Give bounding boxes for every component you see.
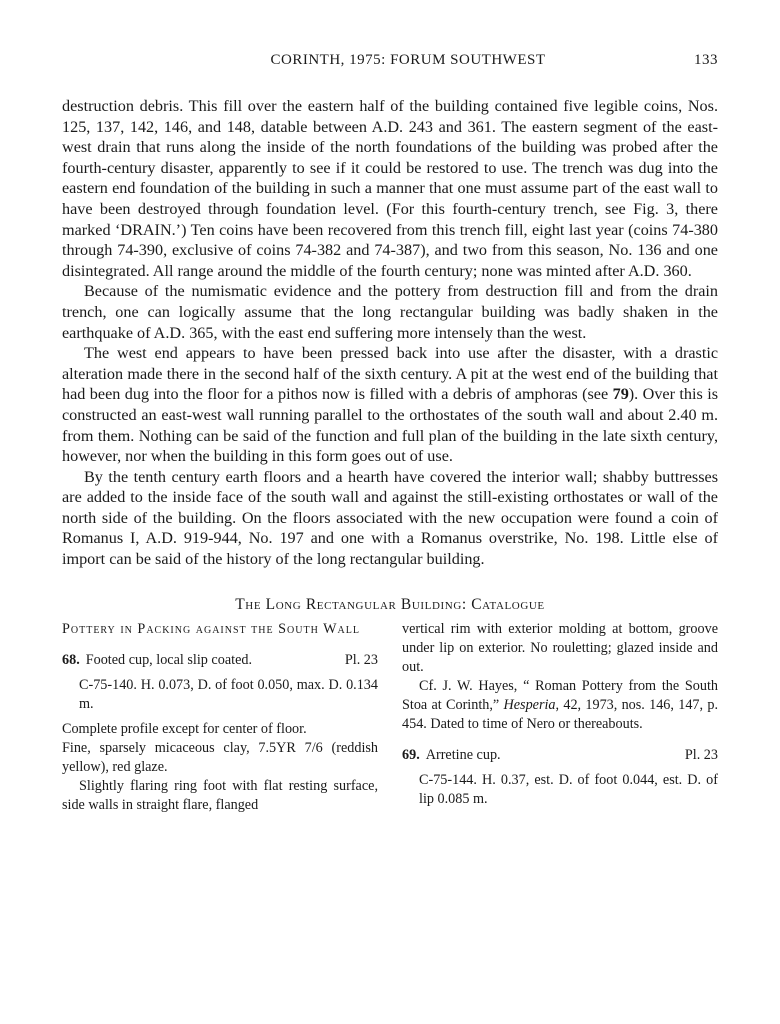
entry-68-head <box>62 651 378 670</box>
catalogue-right-column <box>402 620 718 815</box>
entry-68-profile: Complete profile except for center of floor. <box>62 720 307 737</box>
paragraph-2: Because of the numismatic evidence and the pottery from destruction fill and from the drain trench, one can logically assume that the long rectangular building was badly shaken in the earthquake of A.D. 365, with the east end suffering more intensely than the west. <box>62 282 718 342</box>
entry-68-title: Footed cup, local slip coated. <box>85 651 253 668</box>
paragraph-1: destruction debris. This fill over the eastern half of the building contained five legible coins, Nos. 125, 137, 142, 146, and 148, datable between A.D. 243 and 361. The eastern segment of the east-west drain that runs along the inside of the north foundations of the building was probed after the fourth-century disaster, apparently to see if it could be restored to use. The trench was dug into the eastern end foundation of the building in such a manner that one must assume part of the east wall to have been destroyed through foundation level. (For this fourth-century trench, see Fig. 3, there marked ‘DRAIN.’) Ten coins have been recovered from this trench fill, eight last year (coins 74-380 through 74-390, exclusive of coins 74-382 and 74-387), and two from this season, No. 136 and one disintegrated. All range around the middle of the fourth century; none was minted after A.D. 360. <box>62 97 718 280</box>
running-head <box>62 52 718 76</box>
running-title: CORINTH, 1975: FORUM SOUTHWEST <box>270 52 546 68</box>
entry-69-plate: Pl. 23 <box>684 746 718 763</box>
entry-69-number: 69. <box>402 746 420 763</box>
entry-68-description-a: Slightly flaring ring foot with flat resting surface, side walls in straight flare, flanged <box>62 777 378 813</box>
entry-68-comparanda <box>402 677 718 734</box>
entry-69-inventory: C-75-144. H. 0.37, est. D. of foot 0.044, est. D. of lip 0.085 m. <box>419 771 718 807</box>
entry-68-fabric: Fine, sparsely micaceous clay, 7.5YR 7/6 (reddish yellow), red glaze. <box>62 739 378 775</box>
catalogue-reference-79: 79 <box>612 385 629 404</box>
paragraph-3 <box>62 343 718 467</box>
page-number: 133 <box>694 52 718 68</box>
entry-68-description-b: vertical rim with exterior molding at bottom, groove under lip on exterior. No rouletting; glazed inside and out. <box>402 620 718 675</box>
body-text <box>62 96 718 570</box>
entry-69-title: Arretine cup. <box>425 746 501 763</box>
section-label: Pottery in Packing against the South Wall <box>62 620 360 637</box>
entry-68-cf-b: , 42, 1973, nos. 146, 147, p. 454. Dated to time of Nero or thereabouts. <box>402 696 718 732</box>
catalogue-heading: The Long Rectangular Building: Catalogue <box>235 595 545 613</box>
entry-68-number: 68. <box>62 651 80 668</box>
entry-68-inventory: C-75-140. H. 0.073, D. of foot 0.050, max. D. 0.134 m. <box>79 676 378 712</box>
page <box>62 52 718 815</box>
paragraph-3-text-b: ). Over this is constructed an east-west wall running parallel to the orthostates of the south wall and about 2.40 m. from them. Nothing can be said of the function and full plan of the building in the late sixth century, however, nor when the building in this form goes out of use. <box>62 385 719 466</box>
entry-68-cf-a: Cf. J. W. Hayes, “ Roman Pottery from the South Stoa at Corinth,” <box>402 677 718 713</box>
entry-68-plate: Pl. 23 <box>344 651 378 668</box>
entry-69-head <box>402 746 718 765</box>
paragraph-3-text-a: The west end appears to have been pressed back into use after the disaster, with a drastic alteration made there in the second half of the sixth century. A pit at the west end of the building that had been dug into the floor for a pithos now is filled with a debris of amphoras (see <box>62 344 718 404</box>
paragraph-4: By the tenth century earth floors and a hearth have covered the interior wall; shabby buttresses are added to the inside face of the south wall and against the still-existing orthostates or wall of the north side of the building. On the floors associated with the new occupation were found a coin of Romanus I, A.D. 919-944, No. 197 and one with a Romanus overstrike, No. 198. Little else of import can be said of the history of the long rectangular building. <box>62 467 718 569</box>
catalogue-left-column <box>62 620 378 815</box>
entry-68-cf-journal: Hesperia <box>503 696 556 713</box>
catalogue-columns <box>62 620 718 815</box>
